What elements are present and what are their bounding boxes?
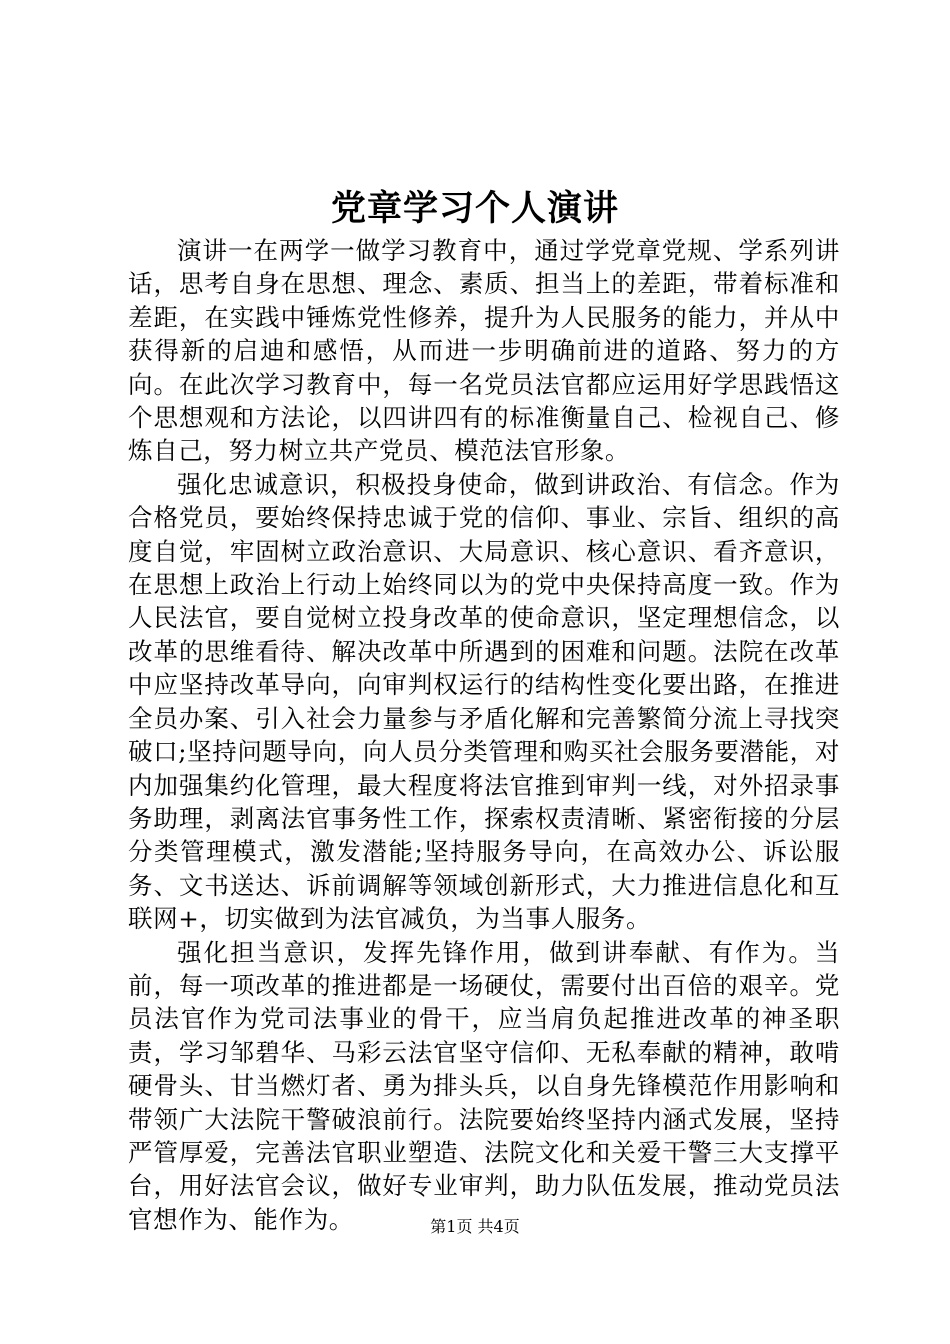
paragraph-3: 强化担当意识，发挥先锋作用，做到讲奉献、有作为。当前，每一项改革的推进都是一场硬仗，需要付出百倍的艰辛。党员法官作为党司法事业的骨干，应当肩负起推进改革的神圣职责，学习邹碧华、马彩云法官坚守信仰、无私奉献的精神，敢啃硬骨头、甘当燃灯者、勇为排头兵，以自身先锋模范作用影响和带领广大法院干警破浪前行。法院要始终坚持内涵式发展，坚持严管厚爱，完善法官职业塑造、法院文化和关爱干警三大支撑平台，用好法官会议，做好专业审判，助力队伍发展，推动党员法官想作为、能作为。 [128,937,840,1234]
document-title: 党章学习个人演讲 [330,188,619,229]
page-footer: 第1页 共4页 [430,1217,520,1236]
paragraph-2: 强化忠诚意识，积极投身使命，做到讲政治、有信念。作为合格党员，要始终保持忠诚于党的信仰、事业、宗旨、组织的高度自觉，牢固树立政治意识、大局意识、核心意识、看齐意识，在思想上政治上行动上始终同以为的党中央保持高度一致。作为人民法官，要自觉树立投身改革的使命意识，坚定理想信念，以改革的思维看待、解决改革中所遇到的困难和问题。法院在改革中应坚持改革导向，向审判权运行的结构性变化要出路，在推进全员办案、引入社会力量参与矛盾化解和完善繁简分流上寻找突破口;坚持问题导向，向人员分类管理和购买社会服务要潜能，对内加强集约化管理，最大程度将法官推到审判一线，对外招录事务助理，剥离法官事务性工作，探索权责清晰、紧密衔接的分层分类管理模式，激发潜能;坚持服务导向，在高效办公、诉讼服务、文书送达、诉前调解等领域创新形式，大力推进信息化和互联网+，切实做到为法官减负，为当事人服务。 [128,469,840,934]
paragraph-1: 演讲一在两学一做学习教育中，通过学党章党规、学系列讲话，思考自身在思想、理念、素质、担当上的差距，带着标准和差距，在实践中锤炼党性修养，提升为人民服务的能力，并从中获得新的启迪和感悟，从而进一步明确前进的道路、努力的方向。在此次学习教育中，每一名党员法官都应运用好学思践悟这个思想观和方法论，以四讲四有的标准衡量自己、检视自己、修炼自己，努力树立共产党员、模范法官形象。 [128,236,840,466]
document-body [128,234,840,1236]
